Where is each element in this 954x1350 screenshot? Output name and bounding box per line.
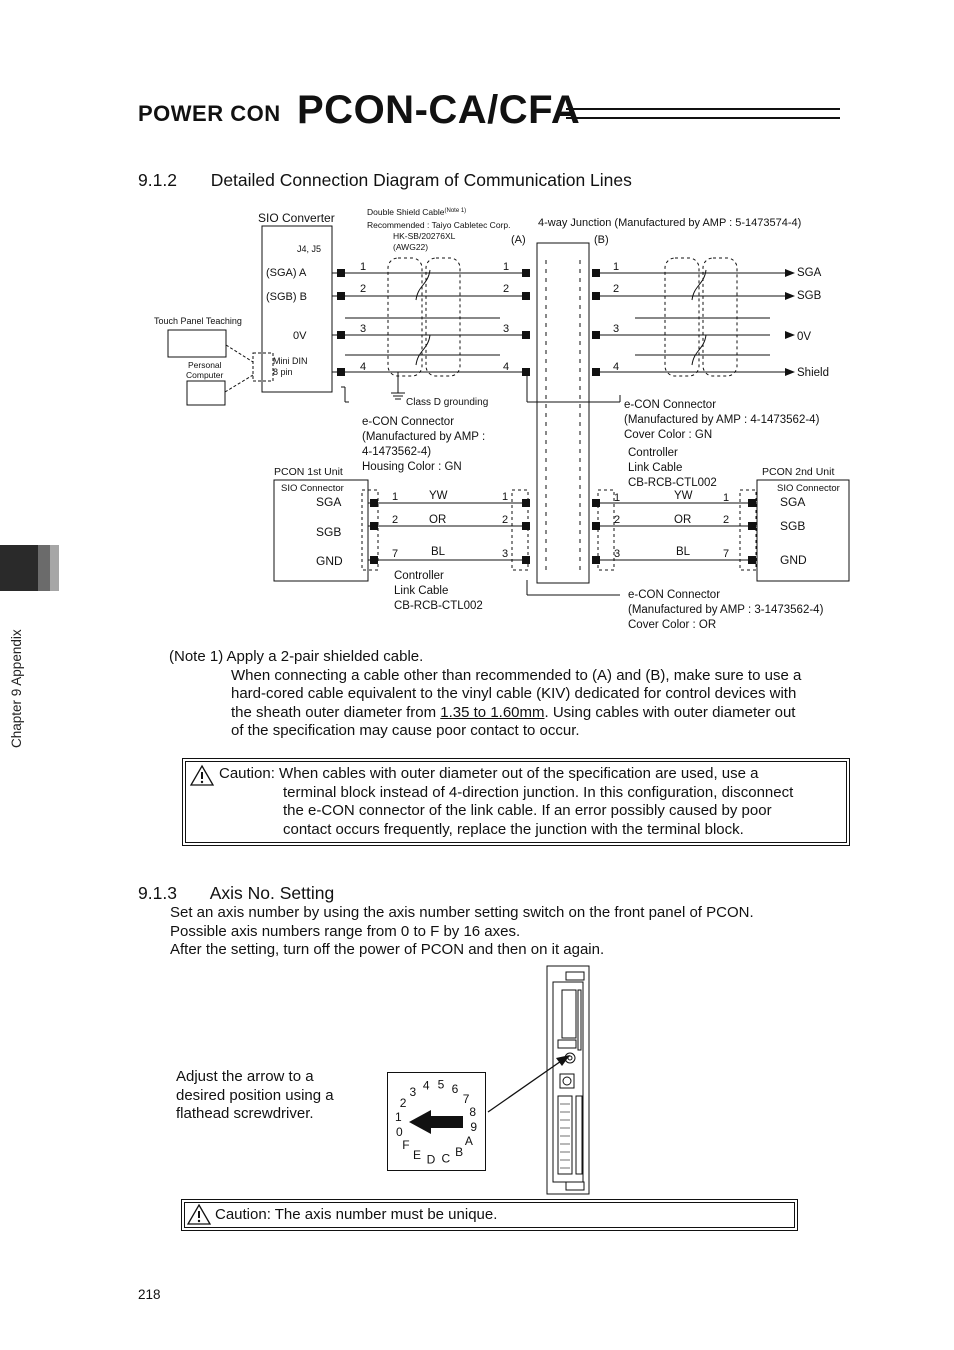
warning-icon	[189, 764, 215, 787]
svg-text:Class D grounding: Class D grounding	[406, 397, 489, 408]
dial-label: 8	[469, 1105, 477, 1120]
svg-text:7: 7	[723, 548, 730, 560]
dial-label: C	[441, 1151, 451, 1166]
svg-text:(SGB) B: (SGB) B	[266, 291, 307, 303]
svg-text:SGA: SGA	[797, 267, 822, 279]
paragraph: Possible axis numbers range from 0 to F by 16 axes.	[170, 922, 521, 940]
paragraph: Set an axis number by using the axis number setting switch on the front panel of PCON.	[170, 904, 754, 921]
note-1-line: of the specification may cause poor contact to occur.	[231, 722, 580, 739]
svg-text:1: 1	[614, 492, 621, 504]
page-number: 218	[138, 1287, 161, 1302]
personal-computer-box	[187, 381, 225, 405]
section-913-heading	[138, 883, 334, 904]
caution-line: When cables with outer diameter out of the specification are used, use a	[279, 765, 759, 782]
svg-text:Mini DIN: Mini DIN	[273, 356, 308, 366]
svg-text:2: 2	[503, 283, 510, 295]
caution-label: Caution:	[219, 765, 275, 782]
section-912-title: Detailed Connection Diagram of Communication Lines	[210, 170, 632, 190]
svg-text:1: 1	[723, 492, 730, 504]
caution-line: contact occurs frequently, replace the junction with the terminal block.	[283, 820, 744, 838]
svg-text:8 pin: 8 pin	[273, 367, 293, 377]
svg-text:SGB: SGB	[316, 525, 342, 539]
section-913-body	[170, 904, 830, 960]
dial-label: 5	[437, 1077, 445, 1092]
svg-text:(Manufactured by AMP : 3-14735: (Manufactured by AMP : 3-1473562-4)	[628, 604, 824, 616]
svg-text:Controller: Controller	[628, 447, 678, 459]
caution-box-axis	[181, 1199, 798, 1231]
dial-label: 0	[395, 1124, 403, 1139]
svg-text:1: 1	[503, 261, 510, 273]
svg-text:(Manufactured by AMP : 4-14735: (Manufactured by AMP : 4-1473562-4)	[624, 414, 820, 426]
svg-text:1: 1	[613, 261, 620, 273]
svg-text:CB-RCB-CTL002: CB-RCB-CTL002	[394, 600, 483, 612]
axis-dial	[387, 1072, 487, 1172]
svg-text:1: 1	[392, 491, 399, 503]
svg-text:7: 7	[392, 548, 399, 560]
svg-text:(Manufactured by AMP :: (Manufactured by AMP :	[362, 431, 486, 443]
svg-text:2: 2	[613, 283, 620, 295]
dial-instruction: Adjust the arrow to a desired position using a flathead screwdriver.	[176, 1068, 334, 1122]
svg-text:PCON 2nd Unit: PCON 2nd Unit	[762, 466, 835, 478]
svg-text:3: 3	[502, 548, 509, 560]
caution-axis-text: Caution: The axis number must be unique.	[215, 1206, 498, 1223]
svg-text:0V: 0V	[293, 330, 307, 342]
sio-converter-label: SIO Converter	[258, 211, 335, 225]
svg-text:(SGA) A: (SGA) A	[266, 267, 307, 279]
svg-text:SGB: SGB	[797, 290, 822, 302]
svg-text:(A): (A)	[511, 234, 526, 246]
chapter-label: Chapter 9 Appendix	[9, 629, 24, 748]
header-brand: POWER CON	[138, 101, 281, 126]
svg-text:PCON 1st Unit: PCON 1st Unit	[274, 466, 343, 478]
svg-text:4-way Junction (Manufactured b: 4-way Junction (Manufactured by AMP : 5-1473574-4)	[538, 217, 802, 229]
section-912-number: 9.1.2	[138, 170, 177, 190]
svg-text:Link Cable: Link Cable	[394, 585, 449, 597]
dial-label: 9	[470, 1120, 478, 1134]
svg-text:Computer: Computer	[186, 370, 224, 380]
note-1-line: When connecting a cable other than recommended to (A) and (B), make sure to use a	[231, 666, 802, 684]
svg-text:Personal: Personal	[188, 360, 222, 370]
svg-text:3: 3	[613, 323, 620, 335]
caution-box-cables	[182, 758, 850, 846]
mini-din-port	[253, 353, 273, 381]
svg-text:Cover Color : OR: Cover Color : OR	[628, 619, 717, 631]
dial-label: 4	[422, 1078, 430, 1093]
svg-text:2: 2	[614, 514, 621, 526]
svg-text:Shield: Shield	[797, 367, 829, 379]
svg-text:SGA: SGA	[780, 495, 806, 509]
svg-text:3: 3	[360, 323, 367, 335]
svg-text:GND: GND	[780, 553, 807, 567]
svg-text:Link Cable: Link Cable	[628, 462, 683, 474]
svg-text:e-CON Connector: e-CON Connector	[624, 399, 717, 411]
warning-icon	[186, 1203, 212, 1226]
dial-label: 2	[399, 1096, 407, 1110]
dial-label: A	[464, 1134, 473, 1148]
svg-text:3: 3	[614, 548, 621, 560]
connection-diagram	[0, 0, 954, 640]
pointer-arrow	[480, 1050, 590, 1120]
dial-label: F	[402, 1138, 410, 1153]
dial-label: E	[412, 1147, 422, 1162]
svg-text:1: 1	[360, 261, 367, 273]
note-1-line: hard-cored cable equivalent to the vinyl cable (KIV) dedicated for control devices with	[231, 685, 797, 702]
svg-text:YW: YW	[429, 490, 448, 502]
svg-text:4: 4	[360, 361, 367, 373]
svg-text:SIO Connector: SIO Connector	[777, 483, 840, 494]
dial-label: 3	[409, 1084, 417, 1099]
note-1-line: the sheath outer diameter from 1.35 to 1.60mm. Using cables with outer diameter out	[231, 703, 796, 721]
svg-text:1: 1	[502, 491, 509, 503]
svg-text:(AWG22): (AWG22)	[393, 242, 429, 252]
svg-text:YW: YW	[674, 490, 693, 502]
dial-label: B	[455, 1145, 464, 1160]
svg-text:CB-RCB-CTL002: CB-RCB-CTL002	[628, 477, 717, 489]
svg-text:e-CON Connector: e-CON Connector	[362, 416, 455, 428]
svg-text:4: 4	[613, 361, 620, 373]
note-1	[169, 648, 849, 741]
svg-text:HK-SB/20276XL: HK-SB/20276XL	[393, 231, 456, 241]
section-913-number: 9.1.3	[138, 883, 177, 903]
svg-text:GND: GND	[316, 554, 343, 568]
junction-box	[537, 243, 589, 583]
svg-text:SIO Connector: SIO Connector	[281, 483, 344, 494]
svg-text:e-CON Connector: e-CON Connector	[628, 589, 721, 601]
dial-label: 1	[394, 1110, 402, 1124]
paragraph: After the setting, turn off the power of PCON and then on it again.	[170, 941, 605, 958]
note-1-lead: (Note 1) Apply a 2-pair shielded cable.	[169, 648, 424, 665]
dial-label: 6	[451, 1082, 459, 1097]
svg-text:BL: BL	[676, 546, 691, 558]
svg-text:OR: OR	[674, 514, 692, 526]
svg-text:SGA: SGA	[316, 495, 342, 509]
diameter-range: 1.35 to 1.60mm	[440, 703, 545, 721]
svg-text:Touch Panel Teaching: Touch Panel Teaching	[154, 316, 242, 326]
section-913-title: Axis No. Setting	[209, 883, 335, 903]
svg-text:OR: OR	[429, 514, 447, 526]
svg-text:3: 3	[503, 323, 510, 335]
svg-text:BL: BL	[431, 546, 446, 558]
caution-line: the e-CON connector of the link cable. If an error possibly caused by poor	[283, 802, 772, 819]
svg-text:Housing Color : GN: Housing Color : GN	[362, 461, 462, 473]
dial-label: 7	[462, 1091, 470, 1106]
svg-text:Double Shield Cable(Note 1): Double Shield Cable$^{(Note 1)}$	[367, 207, 467, 217]
svg-text:(B): (B)	[594, 234, 609, 246]
svg-text:J4, J5: J4, J5	[297, 244, 322, 254]
svg-text:2: 2	[502, 514, 509, 526]
svg-text:Controller: Controller	[394, 570, 444, 582]
svg-text:0V: 0V	[797, 331, 812, 343]
svg-text:4: 4	[503, 361, 510, 373]
svg-text:2: 2	[723, 514, 730, 526]
svg-text:2: 2	[392, 514, 399, 526]
svg-text:4-1473562-4): 4-1473562-4)	[362, 446, 432, 458]
svg-text:Recommended : Taiyo Cabletec C: Recommended : Taiyo Cabletec Corp.	[367, 220, 511, 230]
svg-text:SGB: SGB	[780, 519, 806, 533]
svg-text:2: 2	[360, 283, 367, 295]
svg-text:Cover Color : GN: Cover Color : GN	[624, 429, 713, 441]
caution-line: terminal block instead of 4-direction junction. In this configuration, disconnect	[283, 783, 794, 801]
touch-panel-box	[168, 330, 226, 357]
header-model: PCON-CA/CFA	[297, 88, 581, 132]
dial-label: D	[426, 1152, 436, 1167]
